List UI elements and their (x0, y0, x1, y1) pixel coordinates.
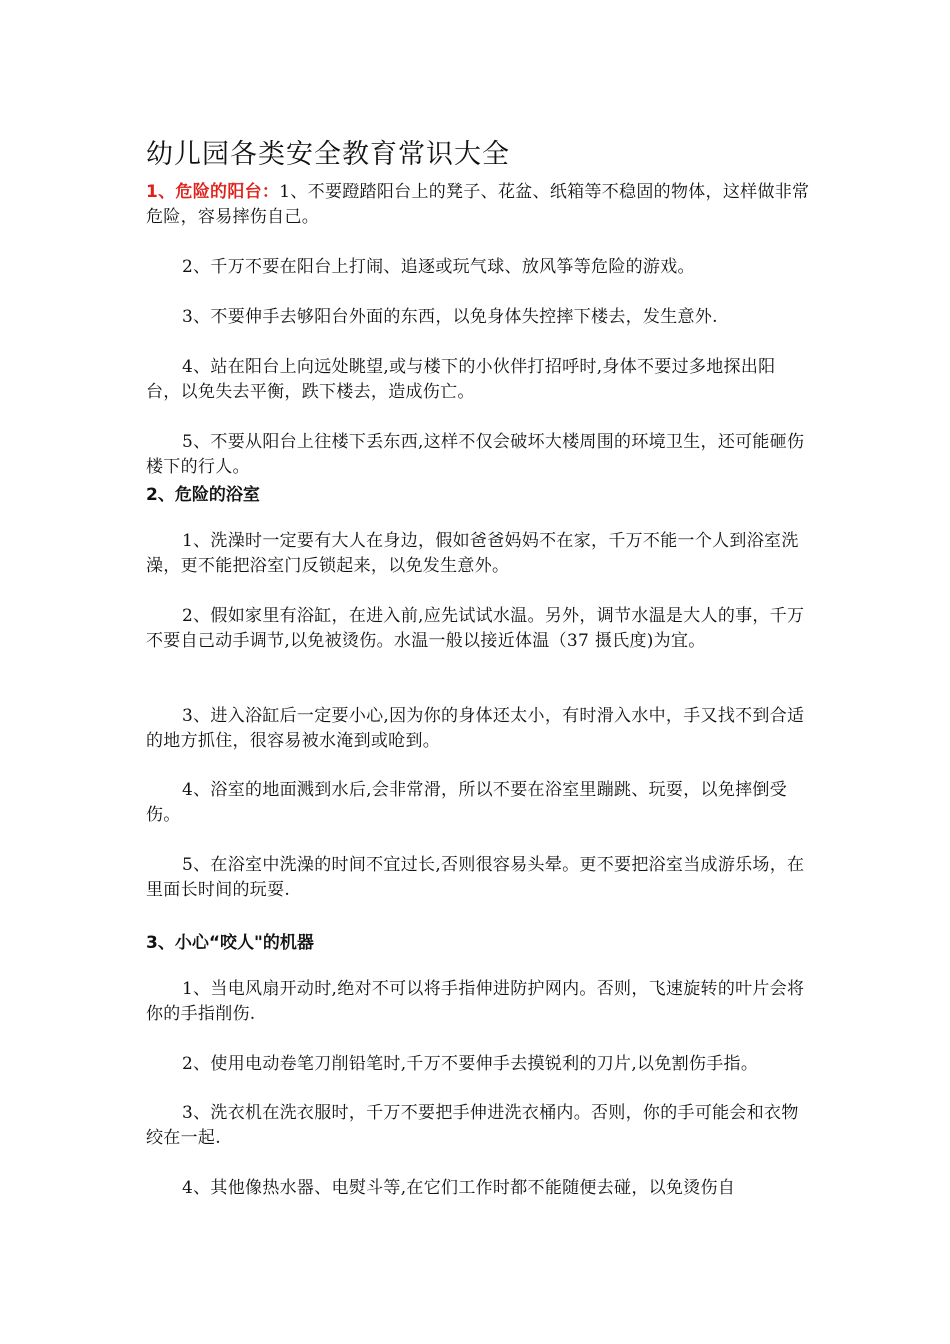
section2-heading: 2、危险的浴室 (146, 485, 260, 505)
section1-item-1: 1、不要蹬踏阳台上的凳子、花盆、纸箱等不稳固的物体，这样做非常危险，容易摔伤自己。 (146, 182, 810, 227)
section3-item-2: 2、使用电动卷笔刀削铅笔时,千万不要伸手去摸锐利的刀片,以免割伤手指。 (182, 1054, 759, 1074)
section2-item-5: 5、在浴室中洗澡的时间不宜过长,否则很容易头晕。更不要把浴室当成游乐场，在里面长时间的玩耍. (146, 855, 805, 900)
section1-item-2: 2、千万不要在阳台上打闹、追逐或玩气球、放风筝等危险的游戏。 (182, 257, 695, 277)
section1-first-paragraph (146, 180, 810, 230)
section3-item-1: 1、当电风扇开动时,绝对不可以将手指伸进防护网内。否则，飞速旋转的叶片会将你的手指削伤. (146, 979, 805, 1024)
section3-item-3: 3、洗衣机在洗衣服时，千万不要把手伸进洗衣桶内。否则，你的手可能会和衣物绞在一起. (146, 1103, 799, 1148)
section2-item-1: 1、洗澡时一定要有大人在身边，假如爸爸妈妈不在家，千万不能一个人到浴室洗澡，更不能把浴室门反锁起来，以免发生意外。 (146, 531, 799, 576)
section2-item-3: 3、进入浴缸后一定要小心,因为你的身体还太小，有时滑入水中，手又找不到合适的地方抓住，很容易被水淹到或呛到。 (146, 706, 805, 751)
section3-heading: 3、小心“咬人"的机器 (146, 933, 314, 953)
section3-item-4: 4、其他像热水器、电熨斗等,在它们工作时都不能随便去碰，以免烫伤自 (182, 1178, 736, 1198)
section1-heading: 1、危险的阳台： (146, 182, 280, 202)
section2-item-4: 4、浴室的地面溅到水后,会非常滑，所以不要在浴室里蹦跳、玩耍，以免摔倒受伤。 (146, 780, 788, 825)
section2-item-2: 2、假如家里有浴缸，在进入前,应先试试水温。另外，调节水温是大人的事，千万不要自己动手调节,以免被烫伤。水温一般以接近体温（37 摄氏度)为宜。 (146, 606, 805, 651)
document-title: 幼儿园各类安全教育常识大全 (146, 139, 510, 170)
section1-item-5: 5、不要从阳台上往楼下丢东西,这样不仅会破坏大楼周围的环境卫生，还可能砸伤楼下的行人。 (146, 432, 805, 477)
section1-item-4: 4、站在阳台上向远处眺望,或与楼下的小伙伴打招呼时,身体不要过多地探出阳台，以免失去平衡，跌下楼去，造成伤亡。 (146, 357, 776, 402)
section1-item-3: 3、不要伸手去够阳台外面的东西，以免身体失控摔下楼去，发生意外. (182, 307, 718, 327)
